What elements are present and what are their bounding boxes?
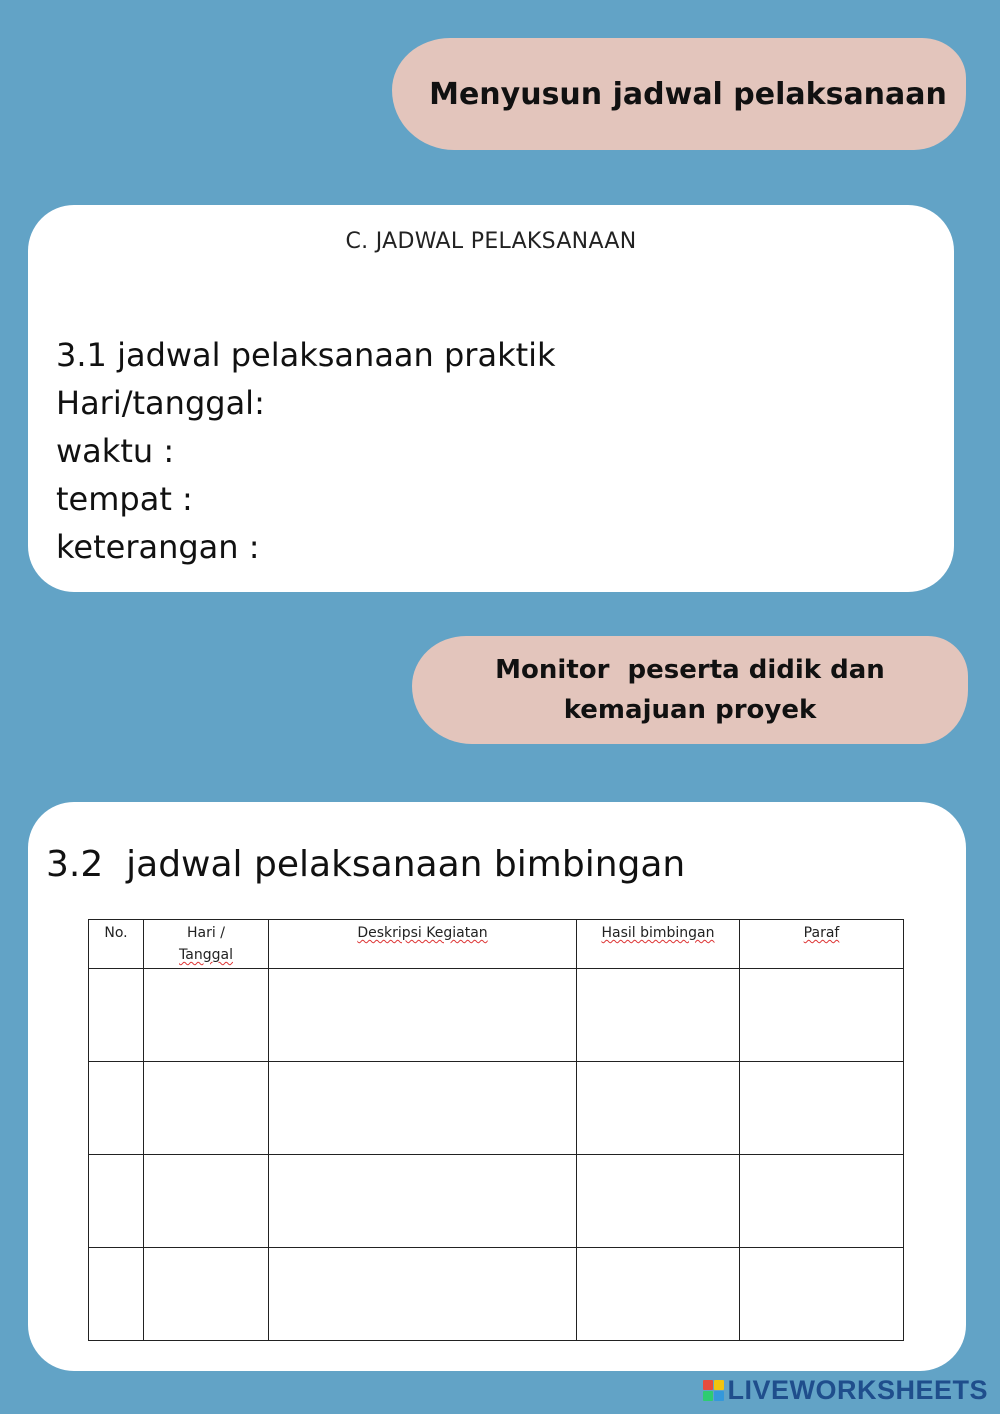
table-row xyxy=(89,1248,904,1341)
notes-label: keterangan : xyxy=(56,528,260,566)
header-date-line1: Hari / xyxy=(187,925,225,941)
schedule-card xyxy=(28,205,954,592)
table-row xyxy=(89,1155,904,1248)
place-label: tempat : xyxy=(56,480,193,518)
cell-no[interactable] xyxy=(89,1062,144,1155)
banner-middle xyxy=(412,636,968,744)
header-result: Hasil bimbingan xyxy=(577,920,740,969)
table-row xyxy=(89,1062,904,1155)
cell-no[interactable] xyxy=(89,969,144,1062)
cell-result[interactable] xyxy=(577,1062,740,1155)
guidance-table xyxy=(88,919,904,1341)
header-date xyxy=(144,920,269,969)
cell-description[interactable] xyxy=(269,969,577,1062)
table-header-row xyxy=(89,920,904,969)
time-label: waktu : xyxy=(56,432,175,470)
watermark-text: LIVEWORKSHEETS xyxy=(727,1375,988,1405)
banner-middle-line1: Monitor peserta didik dan xyxy=(495,655,885,685)
cell-date[interactable] xyxy=(144,1155,269,1248)
cell-signature[interactable] xyxy=(740,969,904,1062)
cell-signature[interactable] xyxy=(740,1062,904,1155)
cell-result[interactable] xyxy=(577,1155,740,1248)
cell-date[interactable] xyxy=(144,1248,269,1341)
cell-description[interactable] xyxy=(269,1062,577,1155)
cell-result[interactable] xyxy=(577,1248,740,1341)
cell-date[interactable] xyxy=(144,969,269,1062)
cell-result[interactable] xyxy=(577,969,740,1062)
cell-no[interactable] xyxy=(89,1155,144,1248)
banner-middle-line2: kemajuan proyek xyxy=(563,695,817,725)
cell-no[interactable] xyxy=(89,1248,144,1341)
guidance-card xyxy=(28,802,966,1371)
cell-description[interactable] xyxy=(269,1155,577,1248)
header-no: No. xyxy=(89,920,144,969)
section-heading: C. JADWAL PELAKSANAAN xyxy=(345,229,637,254)
banner-top-text: Menyusun jadwal pelaksanaan xyxy=(429,76,947,112)
liveworksheets-logo-icon xyxy=(703,1380,724,1401)
schedule-subtitle: 3.1 jadwal pelaksanaan praktik xyxy=(56,336,556,374)
liveworksheets-watermark[interactable] xyxy=(703,1375,988,1406)
guidance-title: 3.2 jadwal pelaksanaan bimbingan xyxy=(46,844,686,885)
date-label: Hari/tanggal: xyxy=(56,384,265,422)
cell-signature[interactable] xyxy=(740,1155,904,1248)
banner-top xyxy=(392,38,966,150)
cell-signature[interactable] xyxy=(740,1248,904,1341)
schedule-lines xyxy=(56,331,556,571)
header-description: Deskripsi Kegiatan xyxy=(269,920,577,969)
cell-date[interactable] xyxy=(144,1062,269,1155)
cell-description[interactable] xyxy=(269,1248,577,1341)
header-date-line2: Tanggal xyxy=(179,947,233,963)
table-row xyxy=(89,969,904,1062)
header-signature: Paraf xyxy=(740,920,904,969)
